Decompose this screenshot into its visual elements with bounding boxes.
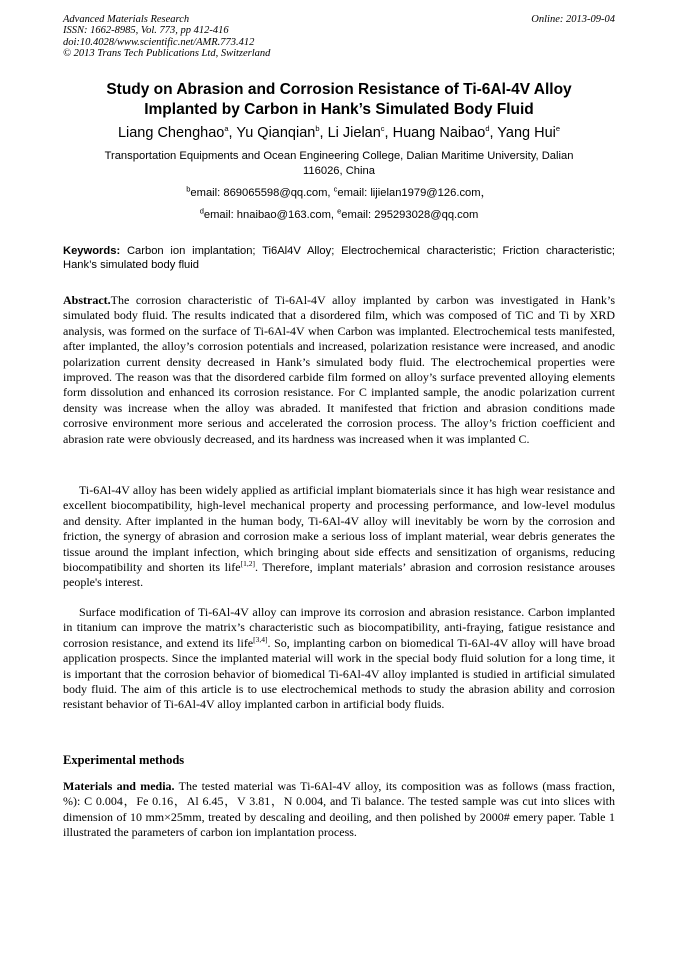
abstract-text: The corrosion characteristic of Ti-6Al-4V alloy implanted by carbon was investigated in Hank’s simulated body fluid. The results indicated that a disordered film, which was composed of TiC and Ti by XRD analysis, was formed on the surface of Ti-6Al-4V when Carbon was implanted. Electrochemical tests manifested, after implanted, the alloy’s corrosion potentials and increased, polarization resistance were increased, and anodic polarization current density decreased in Hank’s simulated body fluid. The electrochemical properties were improved. The reason was that the disordered carbide film formed on alloy’s surface prevented alloying elements form dissolution and enhanced its corrosion resistance. For C implanted sample, the anodic polarization current density was increase when the alloy was abraded. It manifested that friction and abrasion conditions made corrosive environment more serious and accelerated the corrosion process. The alloy’s friction coefficient and abrasion rate were obviously decreased, and its hardness was increased when it was implanted C. <box>63 293 615 446</box>
citation-mark: [3,4] <box>253 634 268 644</box>
email-b: email: 869065598@qq.com, <box>190 187 334 199</box>
author-separator: , <box>228 125 237 141</box>
intro-paragraph-1 <box>63 483 615 591</box>
email-e: email: 295293028@qq.com <box>341 209 479 221</box>
section-heading: Experimental methods <box>63 753 185 767</box>
email-line-2 <box>40 208 638 222</box>
author-name: Yu Qianqian <box>236 125 316 141</box>
author-affil-mark: a <box>224 124 229 134</box>
paragraph-text-tail: . So, implanting carbon on biomedical Ti-6Al-4V alloy will have broad application prospects. Since the implanted material will work in the special body fluid solution for a long time, it is important that the corrosion behavior of biomedical Ti-6Al-4V alloy implanted is studied in artificial simulated body fluid. The aim of this article is to use electrochemical methods to study the abrasion ability and corrosion resistant behavior of Ti-6Al-4V alloy implanted carbon in artificial body fluids. <box>63 635 615 712</box>
keywords-text: Carbon ion implantation; Ti6Al4V Alloy; Electrochemical characteristic; Friction characteristic; Hank’s simulated body fluid <box>63 245 615 272</box>
author-separator: , <box>319 125 328 141</box>
affiliation-line-1: Transportation Equipments and Ocean Engineering College, Dalian Maritime University, Dalian <box>104 150 574 162</box>
email-d: email: hnaibao@163.com, <box>203 209 338 221</box>
keywords-label: Keywords: <box>63 245 121 257</box>
online-date: Online: 2013-09-04 <box>531 14 615 25</box>
issn-line: ISSN: 1662-8985, Vol. 773, pp 412-416 <box>63 25 229 37</box>
affiliation <box>66 149 612 178</box>
email-mark: b <box>186 184 191 194</box>
author-name: Liang Chenghao <box>117 125 225 141</box>
journal-name: Advanced Materials Research <box>63 14 190 25</box>
author-name: Yang Hui <box>497 125 556 141</box>
materials-label: Materials and media. <box>63 779 175 793</box>
paragraph-text: Surface modification of Ti-6Al-4V alloy can improve its corrosion and abrasion resistance. Carbon implanted in titanium can improve the matrix’s characteristic such as biocompatibility, anti-fraying, fatigue resistance and corrosion resistance, and extend its life <box>63 605 615 650</box>
doi-line: doi:10.4028/www.scientific.net/AMR.773.412 <box>63 36 255 48</box>
journal-header <box>63 14 615 60</box>
author-affil-mark: b <box>315 124 320 134</box>
title-line-2: Implanted by Carbon in Hank’s Simulated Body Fluid <box>144 101 534 118</box>
affiliation-line-2: 116026, China <box>303 164 375 177</box>
paragraph-text: Ti-6Al-4V alloy has been widely applied as artificial implant biomaterials since it has high wear resistance and excellent biocompatibility, high-level mechanical property and processing performance, and low-level modulus and density. After implanted in the human body, Ti-6Al-4V alloy will inevitably be worn by the corrosion and friction, the synergy of abrasion and corrosion make a serious loss of implant material, wear debris generates the tissue around the implant infection, which bringing about side effects and sensitization of organisms, reducing biocompatibility and shorten its life <box>63 483 615 575</box>
materials-paragraph <box>63 779 615 841</box>
author-separator: , <box>384 125 393 141</box>
author-affil-mark: c <box>380 124 385 134</box>
abstract-paragraph <box>63 293 615 447</box>
citation-mark: [1,2] <box>240 559 255 569</box>
author-name: Huang Naibao <box>392 125 486 141</box>
materials-text: The tested material was Ti-6Al-4V alloy, its composition was as follows (mass fraction, %): C 0.004，Fe 0.16，Al 6.45，V 3.81，N 0.004, and Ti balance. The tested sample was cut into slices with dimension of 10 mm×25mm, treated by descaling and deoiling, and then polished by 2000# emery paper. Table 1 illustrated the parameters of carbon ion implantation process. <box>63 779 615 840</box>
author-affil-mark: d <box>485 124 490 134</box>
email-line-1 <box>40 186 638 200</box>
email-mark: c <box>333 184 338 194</box>
paper-title <box>40 80 638 120</box>
email-mark: e <box>337 206 342 216</box>
title-line-1: Study on Abrasion and Corrosion Resistance of Ti-6Al-4V Alloy <box>106 81 572 98</box>
email-c: email: lijielan1979@126.com， <box>337 187 492 199</box>
email-mark: d <box>199 206 204 216</box>
keywords-block <box>63 244 615 273</box>
abstract-label: Abstract. <box>63 293 111 307</box>
author-separator: , <box>489 125 498 141</box>
author-affil-mark: e <box>555 124 561 134</box>
author-name: Li Jielan <box>327 125 381 141</box>
intro-paragraph-2 <box>63 605 615 713</box>
copyright-line: © 2013 Trans Tech Publications Ltd, Switzerland <box>63 48 271 60</box>
author-list <box>40 124 638 142</box>
paragraph-text-tail: . Therefore, implant materials’ abrasion and corrosion resistance arouses people's interest. <box>63 560 615 590</box>
